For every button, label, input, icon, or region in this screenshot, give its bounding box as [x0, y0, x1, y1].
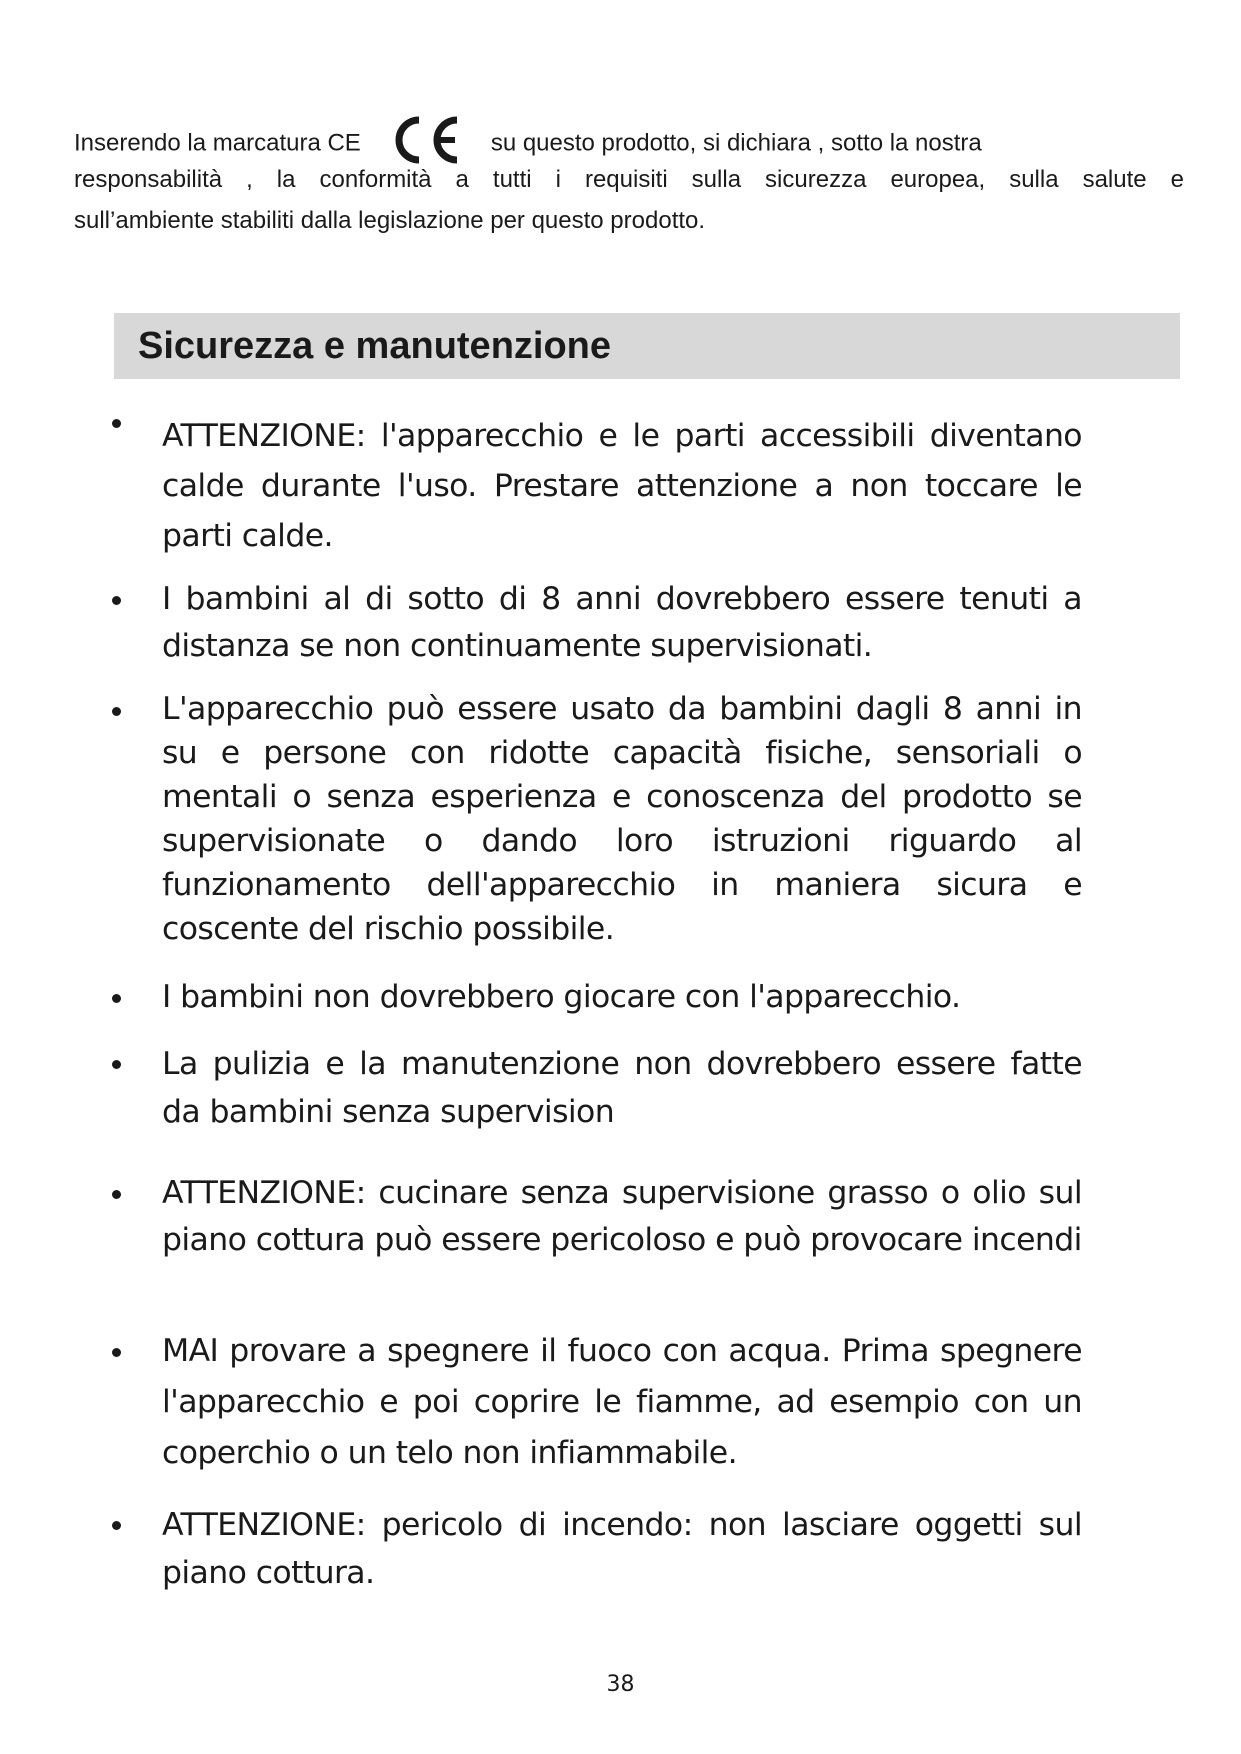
bullet-icon	[112, 596, 121, 605]
ce-declaration-text-start: Inserendo la marcatura CE	[74, 129, 361, 157]
bullet-icon	[112, 1190, 121, 1199]
bullet-text: I bambini non dovrebbero giocare con l'apparecchio.	[162, 979, 961, 1015]
ce-declaration-line-2: responsabilità , la conformità a tutti i requisiti sulla sicurezza europea, sulla salute e	[74, 166, 1184, 193]
bullet-icon	[112, 1060, 121, 1069]
bullet-text: ATTENZIONE: l'apparecchio e le parti accessibili diventano calde durante l'uso. Prestare attenzione a non toccare le parti calde.	[162, 418, 1082, 554]
bullet-icon	[112, 994, 121, 1003]
page-number: 38	[606, 1672, 635, 1697]
bullet-text: ATTENZIONE: cucinare senza supervisione grasso o olio sul piano cottura può essere pericoloso e può provocare incendi	[162, 1175, 1082, 1258]
ce-declaration-line-3: sull’ambiente stabiliti dalla legislazione per questo prodotto.	[74, 207, 706, 234]
section-title: Sicurezza e manutenzione	[138, 325, 612, 367]
bullet-icon	[112, 1348, 121, 1357]
bullet-text: I bambini al di sotto di 8 anni dovrebbero essere tenuti a distanza se non continuamente supervisionati.	[162, 581, 1082, 664]
bullet-icon	[112, 1521, 121, 1530]
bullet-text: MAI provare a spegnere il fuoco con acqua. Prima spegnere l'apparecchio e poi coprire le fiamme, ad esempio con un coperchio o un telo non infiammabile.	[162, 1333, 1082, 1471]
ce-declaration-text-end: su questo prodotto, si dichiara , sotto la nostra	[490, 129, 982, 157]
bullet-icon	[112, 707, 121, 716]
bullet-text: ATTENZIONE: pericolo di incendo: non lasciare oggetti sul piano cottura.	[162, 1507, 1082, 1591]
bullet-text: L'apparecchio può essere usato da bambini dagli 8 anni in su e persone con ridotte capacità fisiche, sensoriali o mentali o senza esperienza e conoscenza del prodotto se supervisionate o dando loro istruzioni riguardo al funzionamento dell'apparecchio in maniera sicura e coscente del rischio possibile.	[162, 691, 1082, 947]
bullet-text: La pulizia e la manutenzione non dovrebbero essere fatte da bambini senza supervision	[162, 1046, 1082, 1130]
bullet-icon	[112, 419, 121, 428]
